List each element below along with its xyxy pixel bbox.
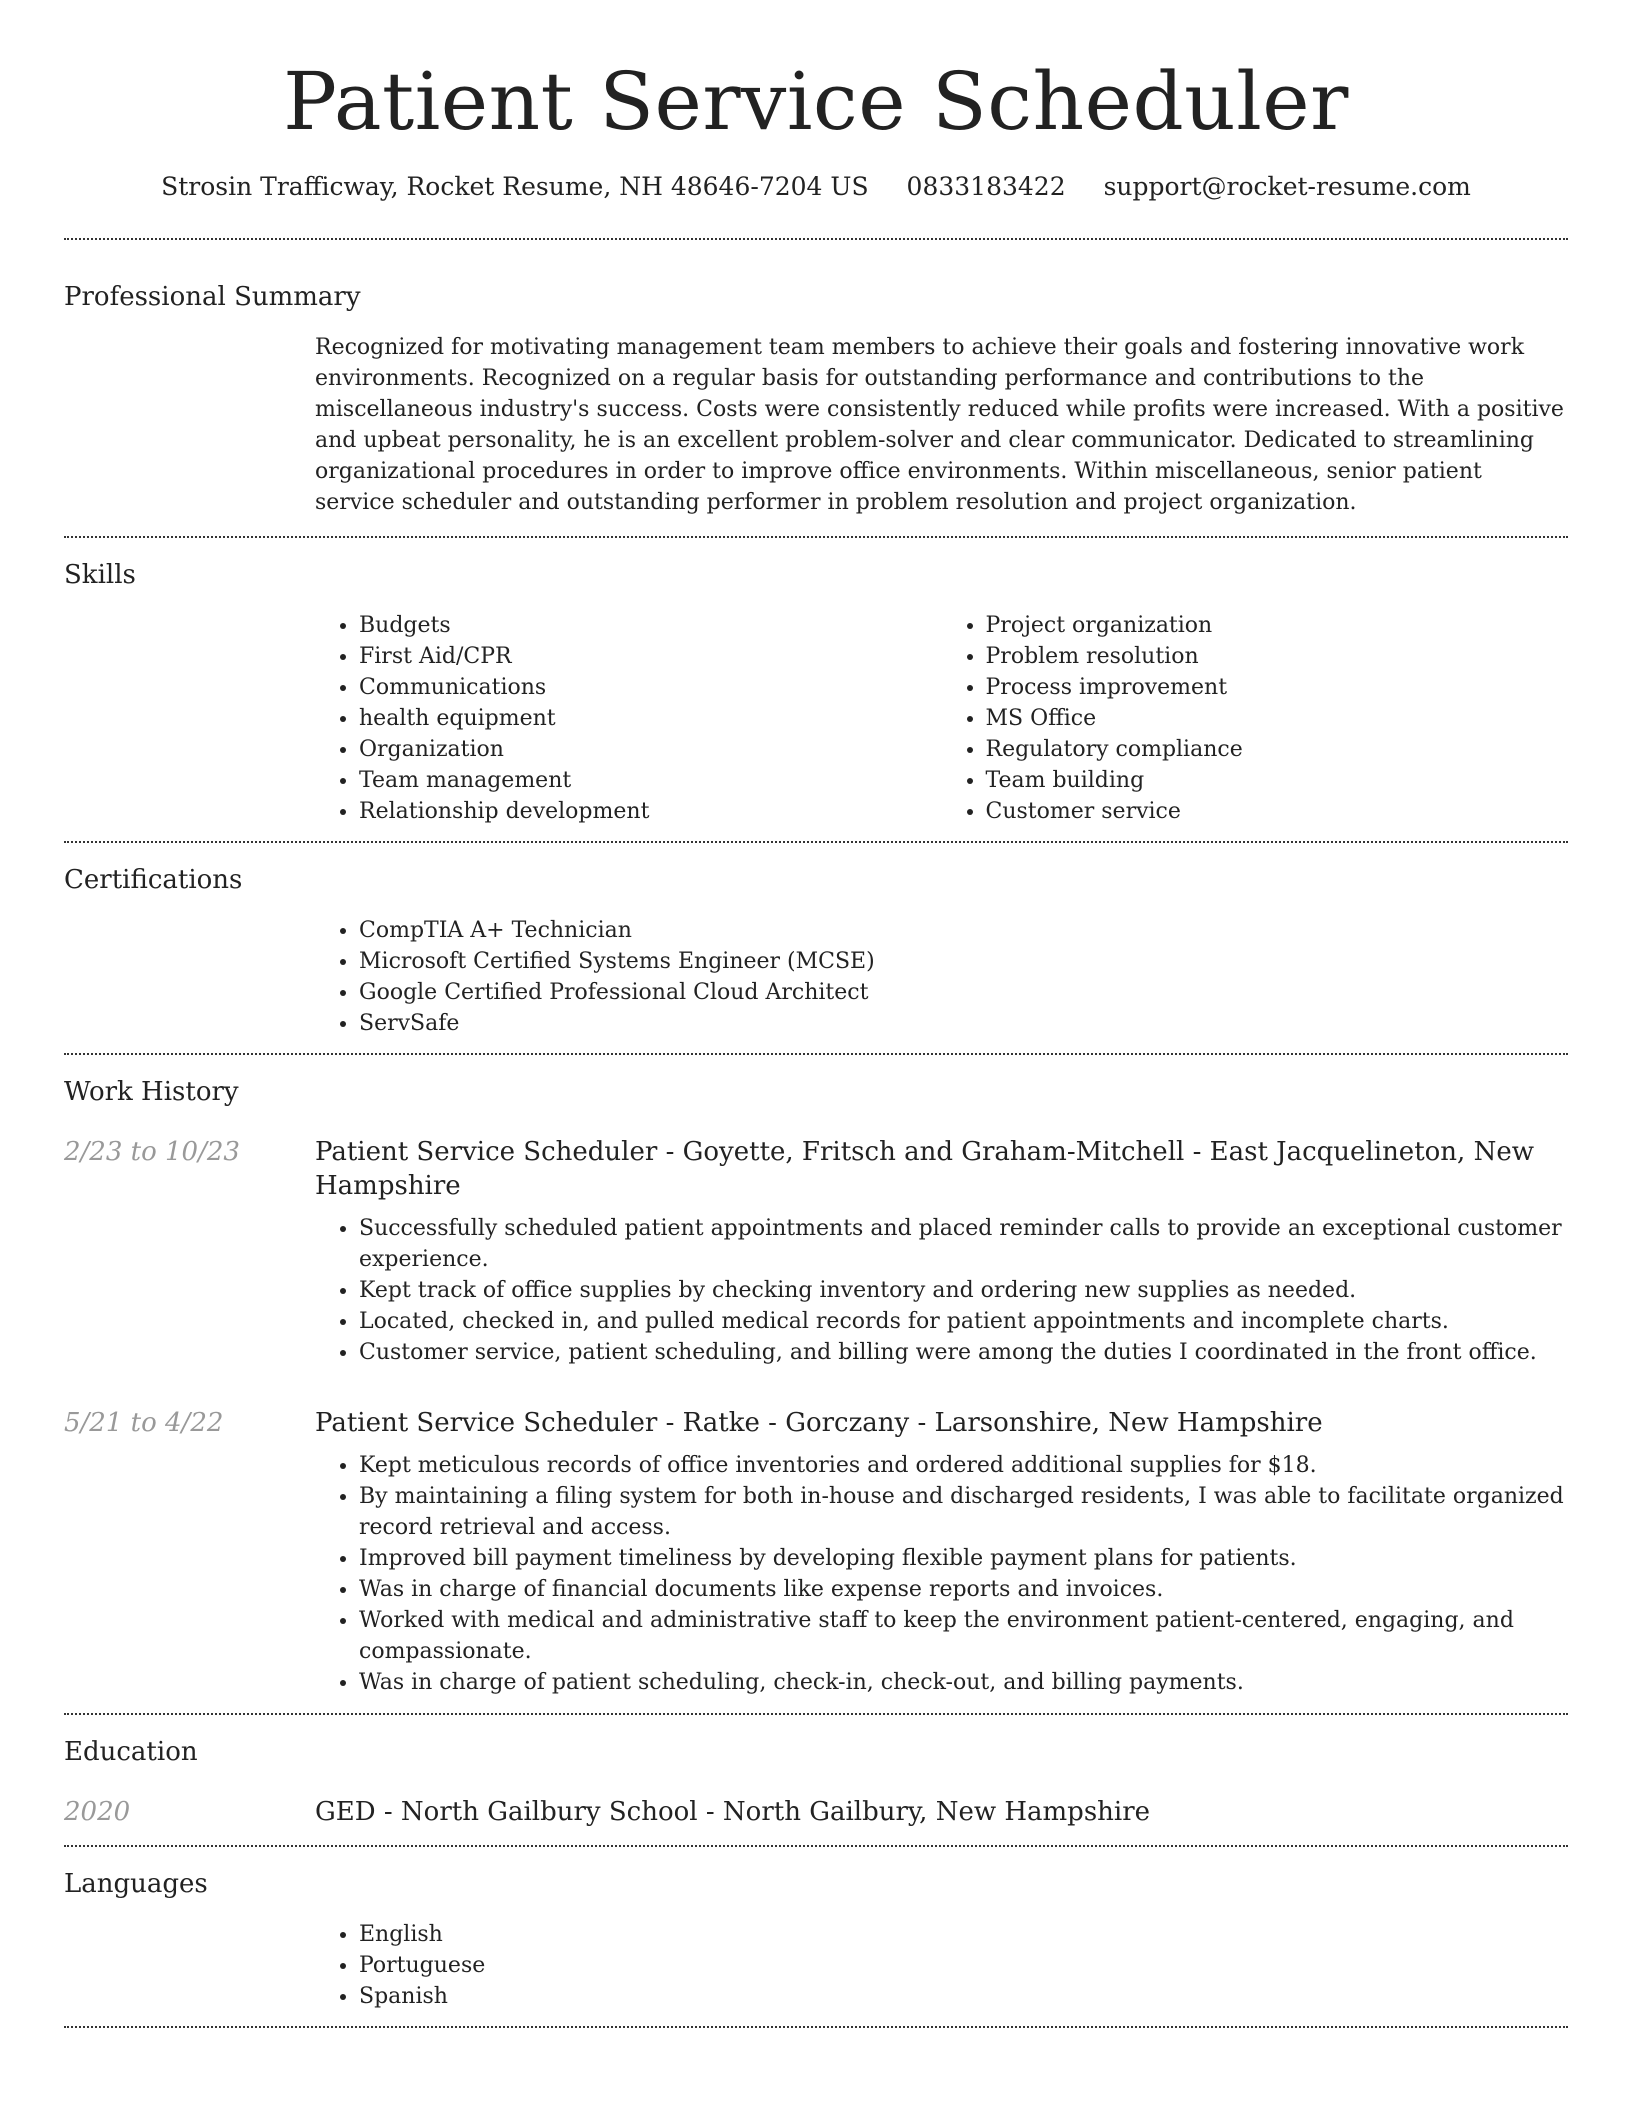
skills-section xyxy=(64,538,1568,841)
job-entry xyxy=(64,1109,1568,1368)
work-section xyxy=(64,1055,1568,1713)
list-item: • Process improvement xyxy=(986,672,1569,703)
list-item: • Spanish xyxy=(359,1981,1568,2012)
list-item: • By maintaining a filing system for both in-house and discharged residents, I was able to facilitate organized record retrieval and access. xyxy=(359,1481,1568,1543)
education-year: 2020 xyxy=(64,1797,131,1827)
education-heading: Education xyxy=(64,1737,198,1767)
contact-phone: 0833183422 xyxy=(906,172,1066,201)
list-item: • English xyxy=(359,1919,1568,1950)
resume-page xyxy=(64,0,1568,2028)
certifications-heading: Certifications xyxy=(64,865,243,895)
list-item: • Relationship development xyxy=(359,796,942,827)
list-item: • Google Certified Professional Cloud Architect xyxy=(359,977,1568,1008)
candidate-name: Patient Service Scheduler xyxy=(283,55,1349,148)
list-item: • Problem resolution xyxy=(986,641,1569,672)
list-item: • Portuguese xyxy=(359,1950,1568,1981)
list-item: • Was in charge of financial documents like expense reports and invoices. xyxy=(359,1574,1568,1605)
list-item: • Organization xyxy=(359,734,942,765)
education-entry xyxy=(64,1769,1568,1845)
list-item: • Customer service xyxy=(986,796,1569,827)
list-item: • Successfully scheduled patient appointments and placed reminder calls to provide an exceptional customer experience. xyxy=(359,1213,1568,1275)
contact-email: support@rocket-resume.com xyxy=(1103,172,1471,201)
list-item: • Kept meticulous records of office inventories and ordered additional supplies for $18. xyxy=(359,1450,1568,1481)
job-title: Patient Service Scheduler - Ratke - Gorczany - Larsonshire, New Hampshire xyxy=(315,1408,1323,1438)
list-item: • Located, checked in, and pulled medical records for patient appointments and incomplete charts. xyxy=(359,1306,1568,1337)
skills-heading: Skills xyxy=(64,560,136,590)
languages-heading: Languages xyxy=(64,1869,208,1899)
list-item: • Budgets xyxy=(359,610,942,641)
list-item: • Improved bill payment timeliness by developing flexible payment plans for patients. xyxy=(359,1543,1568,1574)
list-item: • Customer service, patient scheduling, and billing were among the duties I coordinated in the front office. xyxy=(359,1337,1568,1368)
education-degree: GED - North Gailbury School - North Gailbury, New Hampshire xyxy=(315,1797,1151,1827)
list-item: • Team management xyxy=(359,765,942,796)
skills-list-left xyxy=(315,610,942,827)
list-item: • ServSafe xyxy=(359,1008,1568,1039)
summary-heading: Professional Summary xyxy=(64,282,361,312)
list-item: • MS Office xyxy=(986,703,1569,734)
list-item: • First Aid/CPR xyxy=(359,641,942,672)
list-item: • Communications xyxy=(359,672,942,703)
summary-text: Recognized for motivating management team members to achieve their goals and fostering innovative work environments. Recognized on a regular basis for outstanding performance and contributions to the miscellaneous industry's success. Costs were consistently reduced while profits were increased. With a positive and upbeat personality, he is an excellent problem-solver and clear communicator. Dedicated to streamlining organizational procedures in order to improve office environments. Within miscellaneous, senior patient service scheduler and outstanding performer in problem resolution and project organization. xyxy=(315,335,1564,515)
list-item: • Worked with medical and administrative staff to keep the environment patient-centered, engaging, and compassionate. xyxy=(359,1605,1568,1667)
list-item: • Kept track of office supplies by checking inventory and ordering new supplies as needed. xyxy=(359,1275,1568,1306)
certifications-section xyxy=(64,843,1568,1053)
certifications-list xyxy=(315,915,1568,1039)
summary-section xyxy=(64,240,1568,536)
list-item: • Regulatory compliance xyxy=(986,734,1569,765)
list-item: • Was in charge of patient scheduling, check-in, check-out, and billing payments. xyxy=(359,1667,1568,1698)
job-title: Patient Service Scheduler - Goyette, Fritsch and Graham-Mitchell - East Jacquelineton, New Hampshire xyxy=(315,1137,1534,1201)
education-section xyxy=(64,1715,1568,1845)
job-dates: 2/23 to 10/23 xyxy=(64,1137,240,1167)
languages-list xyxy=(315,1919,1568,2012)
job-bullets xyxy=(315,1203,1568,1368)
work-heading: Work History xyxy=(64,1077,239,1107)
divider xyxy=(64,2026,1568,2028)
languages-section xyxy=(64,1847,1568,2026)
job-entry xyxy=(64,1368,1568,1698)
list-item: • CompTIA A+ Technician xyxy=(359,915,1568,946)
skills-list-right xyxy=(942,610,1569,827)
contact-line xyxy=(64,170,1568,204)
list-item: • Microsoft Certified Systems Engineer (MCSE) xyxy=(359,946,1568,977)
contact-address: Strosin Trafficway, Rocket Resume, NH 48646-7204 US xyxy=(161,172,869,201)
list-item: • Project organization xyxy=(986,610,1569,641)
job-dates: 5/21 to 4/22 xyxy=(64,1408,224,1438)
job-bullets xyxy=(315,1440,1568,1698)
list-item: • Team building xyxy=(986,765,1569,796)
list-item: • health equipment xyxy=(359,703,942,734)
